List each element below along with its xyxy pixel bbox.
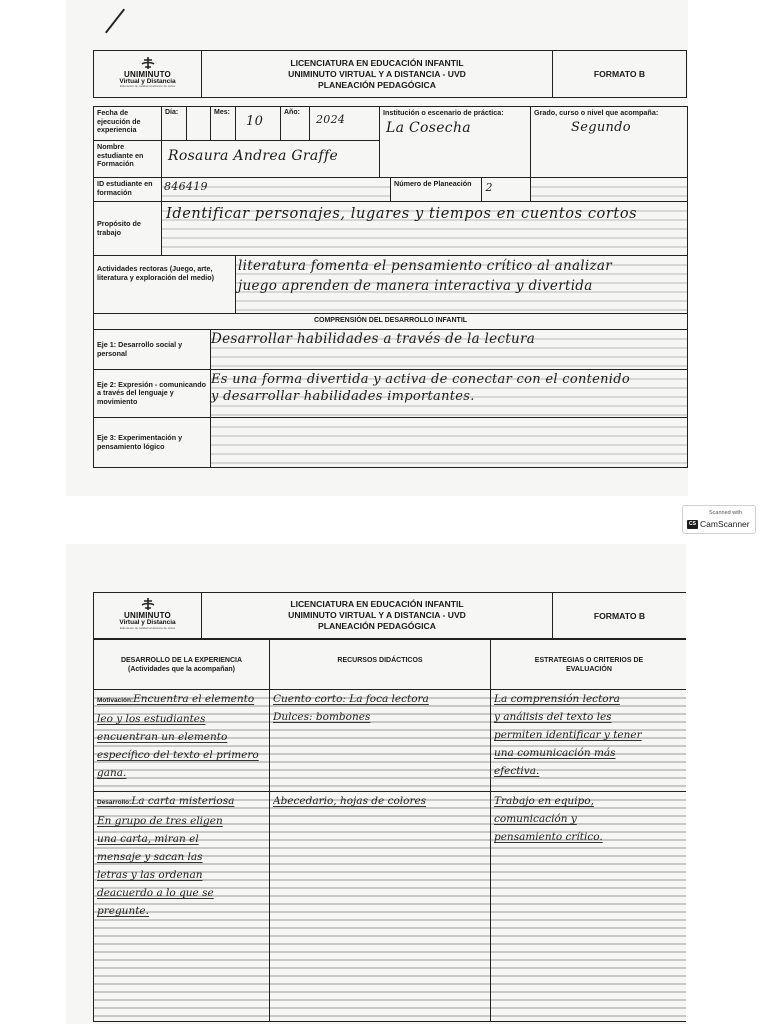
- desarrollo-header-sub: (Actividades que la acompañan): [128, 666, 235, 673]
- eje3-value-cell: [211, 418, 688, 468]
- motivacion-estrategias-text: [491, 690, 686, 780]
- handwritten-line: Dulces: bombones: [273, 711, 371, 723]
- handwritten-line: permiten identificar y tener: [494, 729, 642, 741]
- eje1-value-cell: [211, 330, 688, 370]
- title-line-3: PLANEACIÓN PEDAGÓGICA: [318, 79, 436, 90]
- planning-form: [93, 106, 688, 468]
- institucion-label: Institución o escenario de práctica:: [383, 108, 504, 117]
- numero-value-cell: [481, 178, 530, 201]
- logo-cell: [94, 51, 202, 98]
- handwritten-line: una carta, miran el: [97, 833, 199, 845]
- form-header: [93, 50, 687, 98]
- handwritten-line: Abecedario, hojas de colores: [273, 795, 427, 807]
- nombre-label: Nombre estudiante en Formación: [94, 141, 162, 178]
- handwritten-line: comunicación y: [494, 813, 577, 825]
- mes-label: Mes:: [211, 107, 236, 141]
- nombre-value-cell: [162, 141, 380, 178]
- nombre-value: Rosaura Andrea Graffe: [168, 148, 339, 164]
- motivacion-cell: [94, 690, 270, 792]
- handwritten-line: La comprensión lectora: [494, 693, 620, 705]
- form-title-2: [202, 593, 553, 639]
- title-line-2: UNIMINUTO VIRTUAL Y A DISTANCIA - UVD: [288, 68, 466, 79]
- logo-name: UNIMINUTO: [124, 69, 171, 79]
- numero-cell: [391, 178, 531, 202]
- camscanner-name: CamScanner: [700, 519, 750, 529]
- handwritten-line: pensamiento crítico.: [494, 831, 603, 843]
- institucion-value: La Cosecha: [386, 119, 471, 136]
- format-label-2: FORMATO B: [553, 593, 687, 639]
- pen-mark: [105, 9, 125, 34]
- handwritten-line: Cuento corto: La foca lectora: [273, 693, 429, 705]
- handwritten-line: una comunicación más: [494, 747, 616, 759]
- title-line-1-p2: LICENCIATURA EN EDUCACIÓN INFANTIL: [290, 599, 464, 609]
- handwritten-line: pregunte.: [97, 905, 149, 917]
- desarrollo-header-title: DESARROLLO DE LA EXPERIENCIA: [120, 657, 243, 664]
- handwritten-line: específico del texto el primero: [97, 749, 259, 761]
- numero-label: Número de Planeación: [394, 179, 472, 188]
- form-header-2: [93, 592, 686, 639]
- eje2-value-cell: [211, 370, 688, 418]
- fecha-label: Fecha de ejecución de experiencia: [94, 107, 162, 141]
- logo-name-2: UNIMINUTO: [124, 611, 171, 621]
- logo-cell-2: [94, 593, 202, 639]
- desarrollo-text: [94, 792, 269, 920]
- proposito-value: Identificar personajes, lugares y tiempos en cuentos cortos: [166, 206, 638, 222]
- handwritten-line: En grupo de tres eligen: [97, 815, 223, 827]
- eje2-label: Eje 2: Expresión - comunicando a través del lenguaje y movimiento: [94, 370, 211, 418]
- handwritten-line: [97, 690, 266, 710]
- mes-value: 10: [236, 107, 281, 141]
- desarrollo-estrategias-cell: [491, 792, 687, 1022]
- handwritten-line: mensaje y sacan las: [97, 851, 203, 863]
- scanned-page-1: [66, 0, 688, 496]
- handwritten-line: encuentran un elemento: [97, 731, 228, 743]
- ano-label: Año:: [281, 107, 310, 141]
- proposito-value-cell: [162, 202, 688, 256]
- institucion-cell: [380, 107, 531, 178]
- title-line-2-p2: UNIMINUTO VIRTUAL Y A DISTANCIA - UVD: [288, 610, 466, 620]
- desarrollo-estrategias-text: [491, 792, 686, 846]
- scanned-with-text: Scanned with: [709, 510, 743, 516]
- handwritten-line: Trabajo en equipo,: [494, 795, 594, 807]
- id-label: ID estudiante en formación: [94, 178, 162, 202]
- actividades-line-2: juego aprenden de manera interactiva y divertida: [238, 278, 593, 294]
- desarrollo-cell: [94, 792, 270, 1022]
- handwritten-line: leo y los estudiantes: [97, 713, 206, 725]
- title-line-3-p2: PLANEACIÓN PEDAGÓGICA: [318, 621, 436, 631]
- comprension-header: COMPRENSIÓN DEL DESARROLLO INFANTIL: [94, 314, 688, 330]
- actividades-value-cell: [236, 256, 688, 314]
- logo-subtitle: Virtual y Distancia: [119, 77, 176, 85]
- desarrollo-recursos-text: [270, 792, 490, 810]
- camscanner-watermark: [682, 505, 756, 534]
- logo-subtitle-2: Virtual y Distancia: [119, 619, 176, 627]
- eje2-line-1: Es una forma divertida y activa de conectar con el contenido: [211, 372, 631, 387]
- id-value-cell: [162, 178, 391, 202]
- eje3-label: Eje 3: Experimentación y pensamiento lógico: [94, 418, 211, 468]
- handwritten-line: efectiva.: [494, 765, 540, 777]
- actividades-line-1: literatura fomenta el pensamiento crítico al analizar: [238, 258, 613, 274]
- experience-table: [93, 639, 686, 1022]
- motivacion-text: [94, 690, 269, 782]
- form-title: [202, 51, 553, 98]
- handwritten-line: gana.: [97, 767, 127, 779]
- dia-label: Día:: [162, 107, 187, 141]
- proposito-label: Propósito de trabajo: [94, 202, 162, 256]
- section-inline-label: Desarrollo:: [97, 799, 132, 806]
- handwritten-text: Encuentra el elemento: [133, 693, 255, 705]
- handwritten-line: y análisis del texto les: [494, 711, 612, 723]
- ano-value: 2024: [310, 107, 380, 141]
- recursos-column-header: RECURSOS DIDÁCTICOS: [270, 640, 491, 690]
- handwritten-line: deacuerdo a lo que se: [97, 887, 214, 899]
- dia-value: [187, 107, 211, 141]
- eje2-line-2: y desarrollar habilidades importantes.: [211, 389, 475, 404]
- uniminuto-logo: [119, 56, 175, 89]
- desarrollo-column-header: [94, 640, 270, 690]
- logo-tagline-2: Educación de calidad al alcance de todos: [119, 625, 176, 630]
- title-line-1: LICENCIATURA EN EDUCACIÓN INFANTIL: [290, 57, 464, 68]
- grado-label: Grado, curso o nivel que acompaña:: [534, 108, 659, 117]
- grado-cell: [531, 107, 688, 178]
- handwritten-line: [97, 792, 266, 812]
- handwritten-text: La carta misteriosa: [131, 795, 235, 807]
- section-inline-label: Motivación:: [97, 697, 134, 704]
- motivacion-recursos-cell: [270, 690, 491, 792]
- format-label: FORMATO B: [553, 51, 687, 98]
- id-value: 846419: [164, 180, 208, 193]
- motivacion-recursos-text: [270, 690, 490, 726]
- numero-empty-cell: [531, 178, 688, 202]
- camscanner-icon: CS: [687, 520, 698, 529]
- scanned-page-2: [66, 544, 686, 1024]
- motivacion-estrategias-cell: [491, 690, 687, 792]
- handwritten-line: letras y las ordenan: [97, 869, 203, 881]
- eje1-label: Eje 1: Desarrollo social y personal: [94, 330, 211, 370]
- desarrollo-recursos-cell: [270, 792, 491, 1022]
- grado-value: Segundo: [571, 119, 631, 135]
- logo-tagline: Educación de calidad al alcance de todos: [119, 84, 176, 89]
- numero-value: 2: [485, 181, 493, 194]
- uniminuto-logo-2: [119, 597, 175, 630]
- eje1-value: Desarrollar habilidades a través de la lectura: [211, 331, 536, 347]
- actividades-label: Actividades rectoras (Juego, arte, literatura y exploración del medio): [94, 256, 236, 314]
- estrategias-column-header: ESTRATEGIAS O CRITERIOS DE EVALUACIÓN: [491, 640, 687, 690]
